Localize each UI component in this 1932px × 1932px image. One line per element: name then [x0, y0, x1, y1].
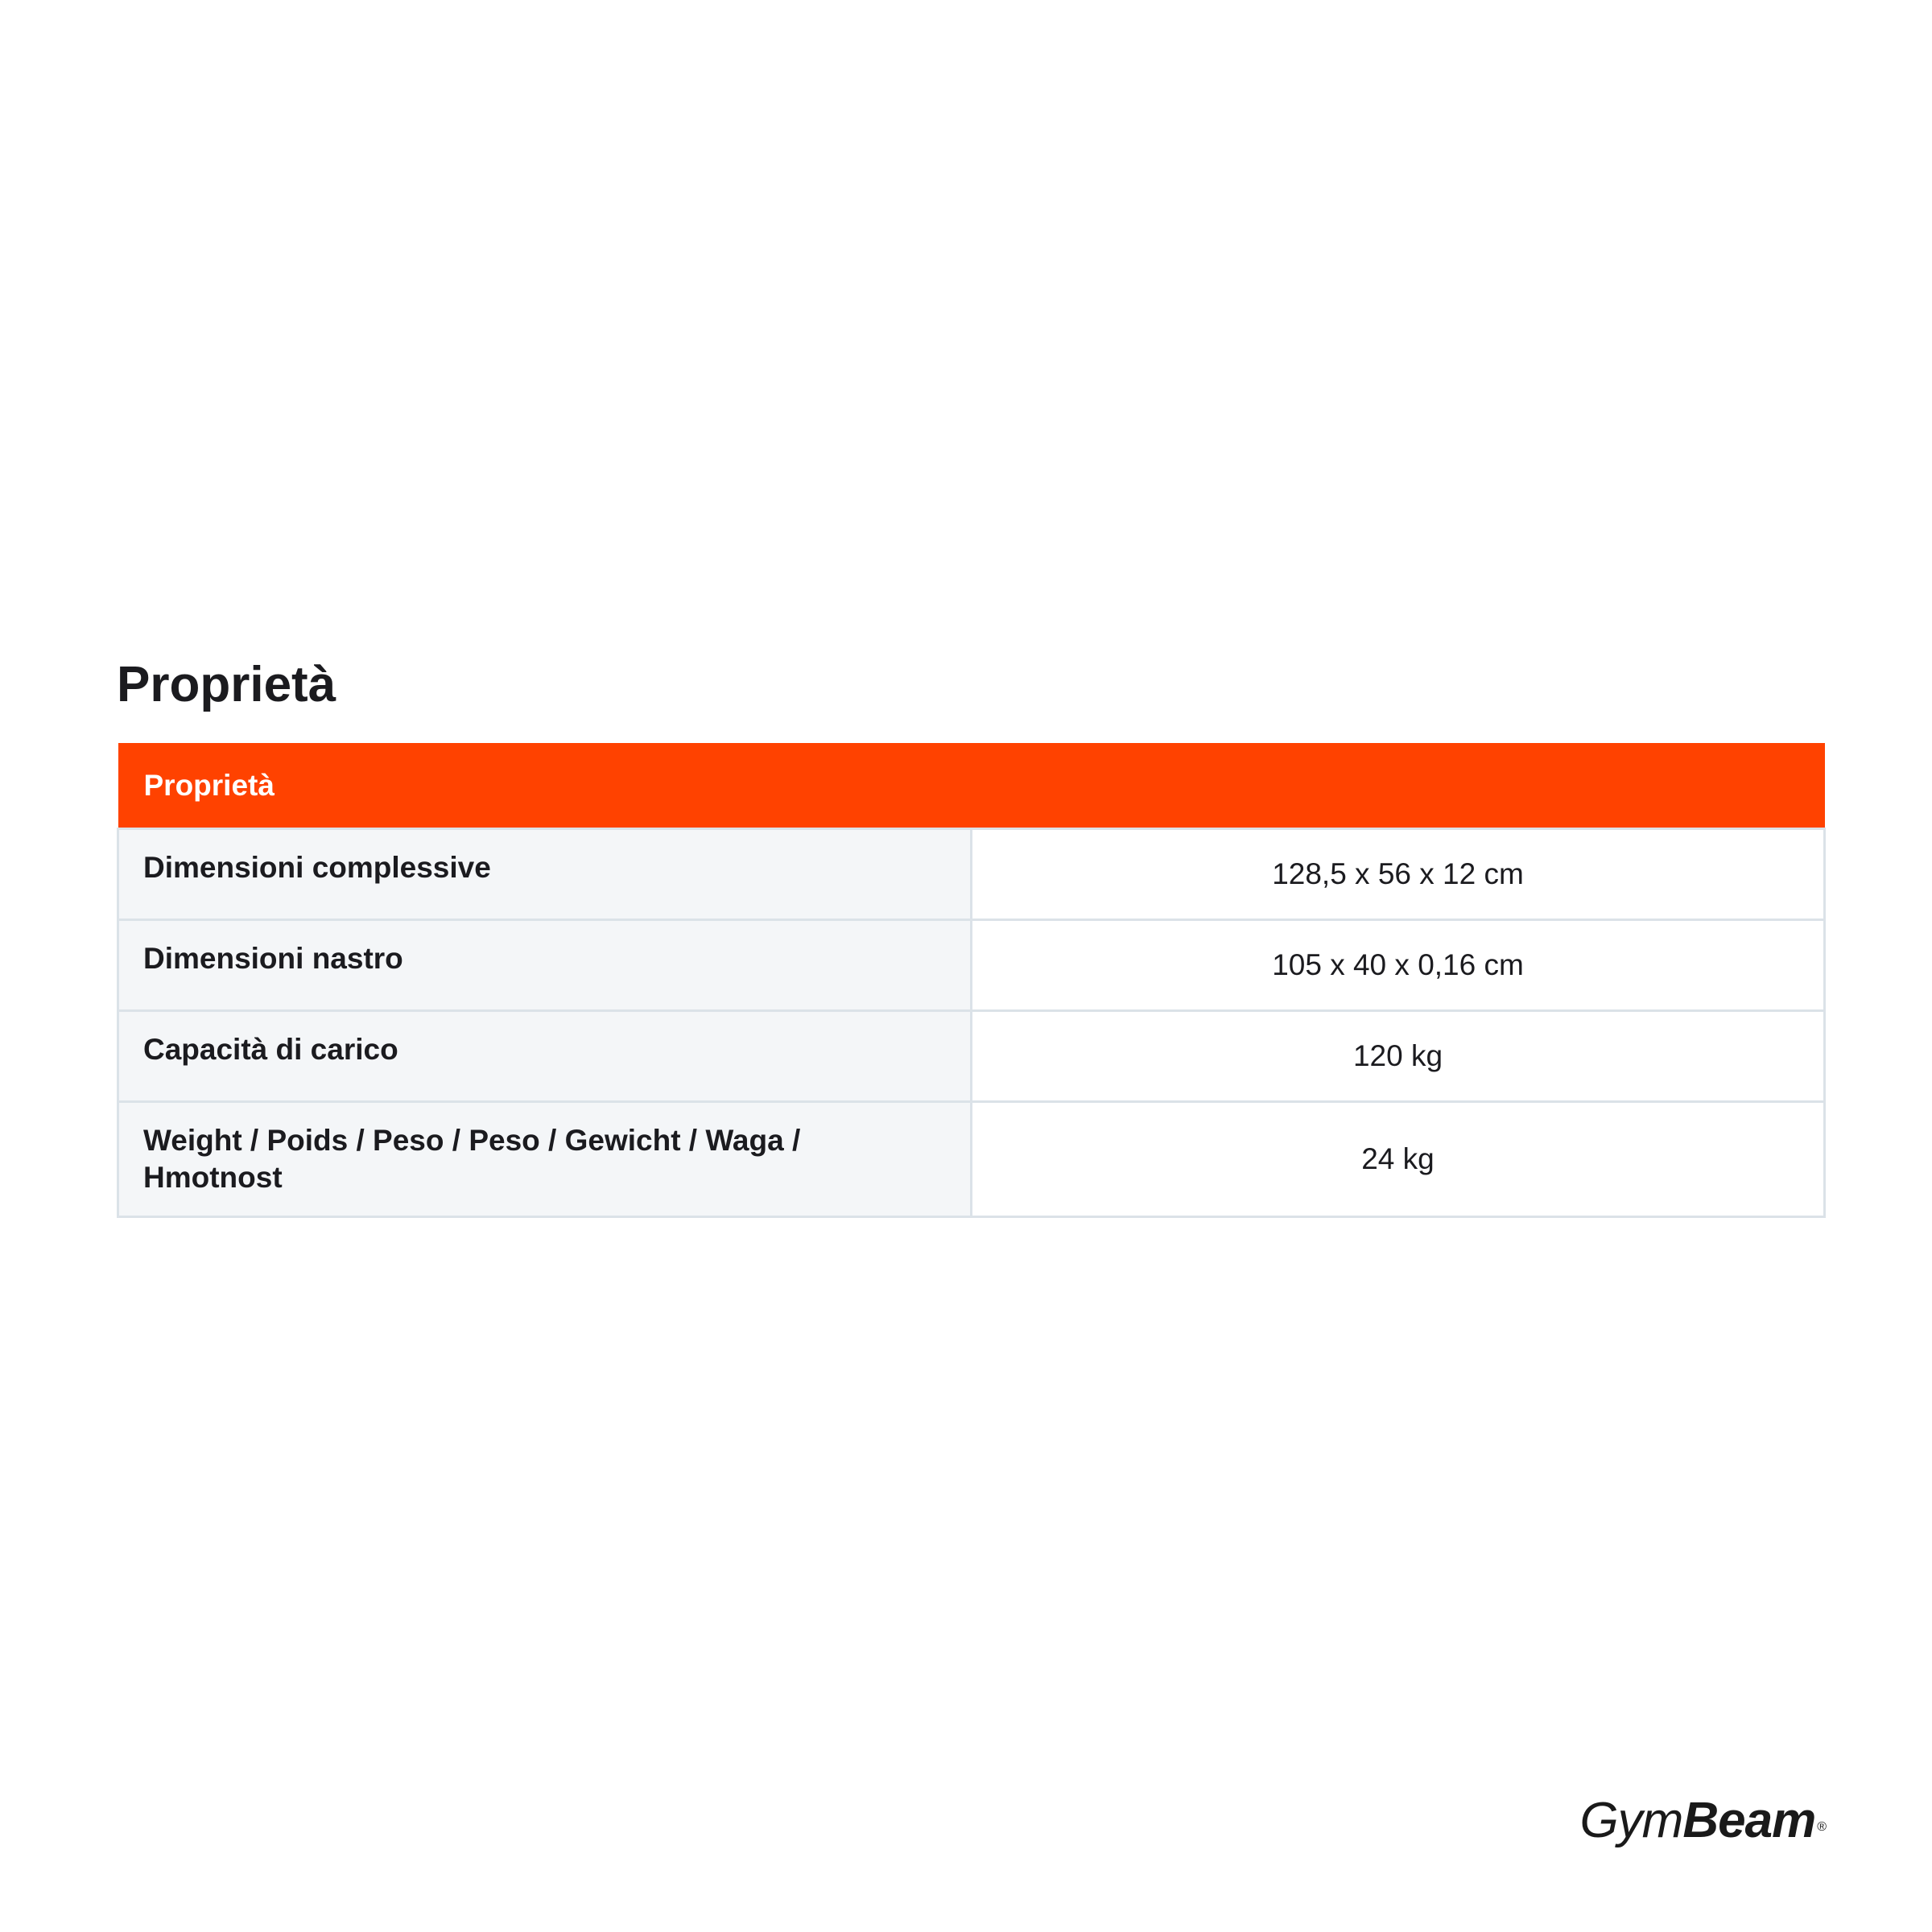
page-title: Proprietà	[117, 657, 336, 712]
row-value: 120 kg	[972, 1011, 1825, 1102]
row-label: Dimensioni nastro	[118, 920, 972, 1011]
row-value: 128,5 x 56 x 12 cm	[972, 829, 1825, 920]
table-row	[118, 829, 1825, 920]
table-row	[118, 920, 1825, 1011]
logo-text-gym: Gym	[1579, 1793, 1683, 1848]
properties-table	[117, 743, 1826, 1218]
table-row	[118, 1011, 1825, 1102]
logo-text-beam: Beam	[1682, 1793, 1816, 1848]
table-row	[118, 1102, 1825, 1217]
table-header: Proprietà	[118, 743, 1825, 829]
table-header-row	[118, 743, 1825, 829]
row-label: Weight / Poids / Peso / Peso / Gewicht / Waga / Hmotnost	[118, 1102, 972, 1217]
row-value: 105 x 40 x 0,16 cm	[972, 920, 1825, 1011]
row-value: 24 kg	[972, 1102, 1825, 1217]
registered-mark: ®	[1817, 1820, 1826, 1834]
row-label: Capacità di carico	[118, 1011, 972, 1102]
gymbeam-logo	[1579, 1791, 1826, 1851]
row-label: Dimensioni complessive	[118, 829, 972, 920]
